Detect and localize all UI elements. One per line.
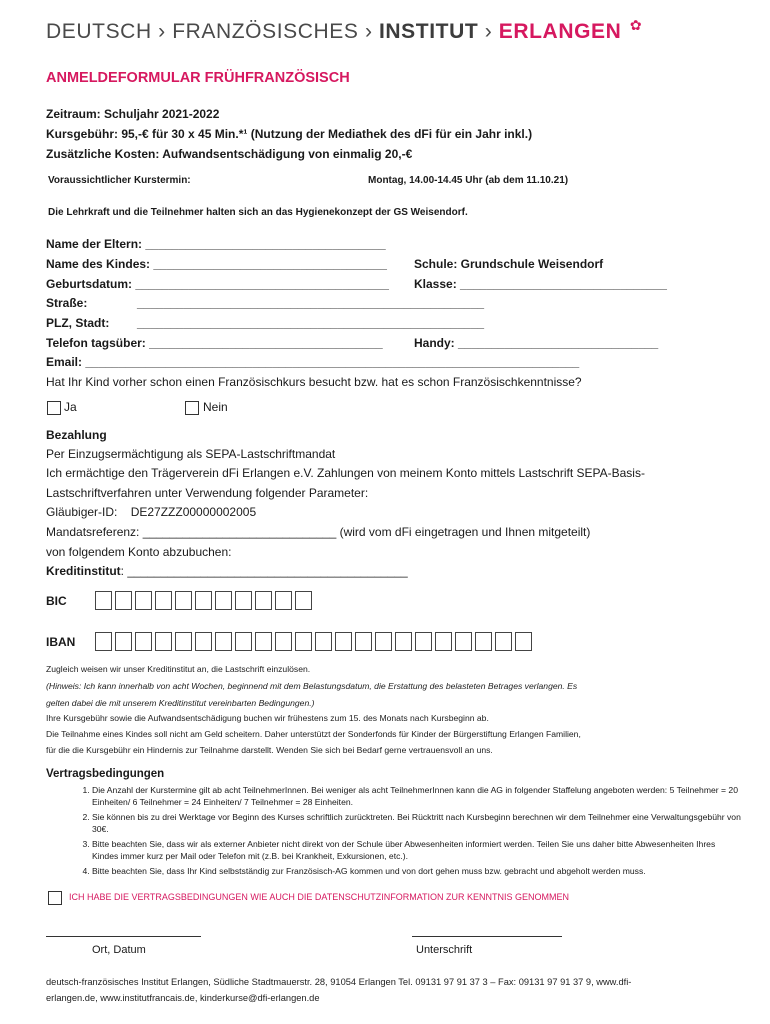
sepa-line1: Per Einzugsermächtigung als SEPA-Lastschriftmandat bbox=[46, 447, 336, 461]
logo-word-institut: INSTITUT bbox=[378, 20, 479, 43]
footer-line1: deutsch-französisches Institut Erlangen, Südliche Stadtmauerstr. 28, 91054 Erlangen Tel. 09131 97 91 37 3 – Fax: 09131 97 91 37 9, www.dfi- bbox=[46, 977, 632, 987]
character-cell[interactable] bbox=[315, 632, 332, 651]
kurstermin-label: Voraussichtlicher Kurstermin: bbox=[48, 175, 191, 186]
character-cell[interactable] bbox=[395, 632, 412, 651]
sepa-line3: Lastschriftverfahren unter Verwendung folgender Parameter: bbox=[46, 486, 369, 500]
character-cell[interactable] bbox=[195, 632, 212, 651]
logo-word-erlangen: ERLANGEN bbox=[498, 20, 622, 43]
term-item: 1. Die Anzahl der Kurstermine gilt ab acht TeilnehmerInnen. Bei weniger als acht TeilnehmerInnen kann die AG in folgender Staffelung angeboten werden: 5 Teilnehmer = 20 Einheiten/ 6 Teilnehmer = 24 Einheiten/ 7 Teilnehmer = 28 Einheiten. bbox=[92, 784, 742, 808]
character-cell[interactable] bbox=[495, 632, 512, 651]
term-item: 2. Sie können bis zu drei Werktage vor Beginn des Kurses schriftlich zurücktreten. Bei Rücktritt nach Kursbeginn berechnen wir dem Teilnehmer eine Verwaltungsgebühr von 30€. bbox=[92, 811, 742, 835]
character-cell[interactable] bbox=[175, 591, 192, 610]
unterschrift-line[interactable] bbox=[412, 936, 562, 937]
strasse-field[interactable]: ____________________________________________________ bbox=[137, 296, 485, 310]
kreditinstitut-field[interactable] bbox=[46, 564, 408, 578]
iban-input[interactable] bbox=[95, 632, 535, 651]
telefon-field[interactable]: Telefon tagsüber: ___________________________________ bbox=[46, 336, 383, 350]
kreditinstitut-label: Kreditinstitut bbox=[46, 564, 121, 578]
character-cell[interactable] bbox=[295, 632, 312, 651]
eltern-field[interactable]: Name der Eltern: ____________________________________ bbox=[46, 237, 386, 251]
note-line3: gelten dabei die mit unserem Kreditinstitut vereinbarten Bedingungen.) bbox=[46, 698, 315, 708]
character-cell[interactable] bbox=[435, 632, 452, 651]
iban-label: IBAN bbox=[46, 635, 76, 649]
character-cell[interactable] bbox=[235, 632, 252, 651]
character-cell[interactable] bbox=[215, 591, 232, 610]
character-cell[interactable] bbox=[515, 632, 532, 651]
konto-text: von folgendem Konto abzubuchen: bbox=[46, 545, 232, 559]
character-cell[interactable] bbox=[215, 632, 232, 651]
character-cell[interactable] bbox=[355, 632, 372, 651]
character-cell[interactable] bbox=[95, 632, 112, 651]
bic-label: BIC bbox=[46, 594, 67, 608]
kreditinstitut-line: : __________________________________________ bbox=[120, 564, 408, 578]
character-cell[interactable] bbox=[255, 591, 272, 610]
character-cell[interactable] bbox=[175, 632, 192, 651]
consent-label: ICH HABE DIE VERTRAGSBEDINGUNGEN WIE AUCH DIE DATENSCHUTZINFORMATION ZUR KENNTNIS GENOMMEN bbox=[69, 892, 570, 902]
email-field[interactable]: Email: __________________________________________________________________________ bbox=[46, 355, 580, 369]
note-line2: (Hinweis: Ich kann innerhalb von acht Wochen, beginnend mit dem Belastungsdatum, die Erstattung des belasteten Betrages verlangen. Es bbox=[46, 681, 578, 691]
bezahlung-heading: Bezahlung bbox=[46, 428, 107, 442]
kind-field[interactable]: Name des Kindes: ___________________________________ bbox=[46, 257, 387, 271]
plz-field[interactable]: ____________________________________________________ bbox=[137, 316, 485, 330]
glaeubiger-id: Gläubiger-ID: DE27ZZZ00000002005 bbox=[46, 505, 257, 519]
character-cell[interactable] bbox=[295, 591, 312, 610]
flower-icon: ✿ bbox=[629, 17, 643, 33]
kursgebuehr-text: Kursgebühr: 95,-€ für 30 x 45 Min.*¹ (Nutzung der Mediathek des dFi für ein Jahr inkl.) bbox=[46, 127, 533, 141]
mandatsreferenz-field: Mandatsreferenz: _____________________________ (wird vom dFi eingetragen und Ihnen mitgeteilt) bbox=[46, 525, 591, 539]
vorkenntnisse-question: Hat Ihr Kind vorher schon einen Französischkurs besucht bzw. hat es schon Französischkenntnisse? bbox=[46, 375, 582, 389]
nein-checkbox[interactable] bbox=[185, 401, 199, 415]
logo-separator: › bbox=[364, 20, 373, 43]
note-line1: Zugleich weisen wir unser Kreditinstitut an, die Lastschrift einzulösen. bbox=[46, 664, 311, 674]
schule-text: Schule: Grundschule Weisendorf bbox=[414, 257, 604, 271]
note-line4: Ihre Kursgebühr sowie die Aufwandsentschädigung buchen wir frühestens zum 15. des Monats nach Kursbeginn ab. bbox=[46, 713, 489, 723]
consent-checkbox[interactable] bbox=[48, 891, 62, 905]
logo-separator: › bbox=[484, 20, 493, 43]
klasse-field[interactable]: Klasse: _______________________________ bbox=[414, 277, 667, 291]
note-line5: Die Teilnahme eines Kindes soll nicht am Geld scheitern. Daher unterstützt der Sonderfonds für Kinder der Bürgerstiftung Erlangen Familien, bbox=[46, 729, 581, 739]
term-item: 4. Bitte beachten Sie, dass Ihr Kind selbstständig zur Französisch-AG kommen und von dort gehen muss bzw. gebracht und abgeholt werden muss. bbox=[92, 865, 742, 877]
sepa-line2: Ich ermächtige den Trägerverein dFi Erlangen e.V. Zahlungen von meinem Konto mittels Lastschrift SEPA-Basis- bbox=[46, 466, 645, 480]
strasse-label: Straße: bbox=[46, 296, 88, 310]
ort-datum-label: Ort, Datum bbox=[92, 944, 146, 956]
ja-label: Ja bbox=[64, 400, 77, 414]
institute-logo bbox=[46, 17, 643, 44]
character-cell[interactable] bbox=[115, 632, 132, 651]
hygiene-text: Die Lehrkraft und die Teilnehmer halten sich an das Hygienekonzept der GS Weisendorf. bbox=[48, 207, 468, 218]
plz-label: PLZ, Stadt: bbox=[46, 316, 110, 330]
note-line6: für die die Kursgebühr ein Hindernis zur Teilnahme darstellt. Wenden Sie sich bei Bedarf gerne vertrauensvoll an uns. bbox=[46, 745, 493, 755]
term-item: 3. Bitte beachten Sie, dass wir als externer Anbieter nicht direkt von der Schule über Abwesenheiten informiert werden. Teilen Sie uns daher bitte Abwesenheiten Ihres Kindes immer kurz per Mail oder Telefon mit (z.B. bei Krankheit, Exkursionen, etc.). bbox=[92, 838, 742, 862]
character-cell[interactable] bbox=[195, 591, 212, 610]
footer-line2: erlangen.de, www.institutfrancais.de, kinderkurse@dfi-erlangen.de bbox=[46, 993, 320, 1003]
character-cell[interactable] bbox=[115, 591, 132, 610]
character-cell[interactable] bbox=[155, 632, 172, 651]
character-cell[interactable] bbox=[135, 632, 152, 651]
page-title: ANMELDEFORMULAR FRÜHFRANZÖSISCH bbox=[46, 70, 350, 86]
logo-separator: › bbox=[158, 20, 166, 43]
ja-checkbox[interactable] bbox=[47, 401, 61, 415]
character-cell[interactable] bbox=[255, 632, 272, 651]
character-cell[interactable] bbox=[95, 591, 112, 610]
kurstermin-value: Montag, 14.00-14.45 Uhr (ab dem 11.10.21) bbox=[368, 175, 569, 186]
logo-word-franzoesisches: FRANZÖSISCHES bbox=[172, 20, 359, 43]
terms-list bbox=[68, 784, 742, 880]
character-cell[interactable] bbox=[235, 591, 252, 610]
character-cell[interactable] bbox=[155, 591, 172, 610]
character-cell[interactable] bbox=[275, 591, 292, 610]
vertragsbedingungen-heading: Vertragsbedingungen bbox=[46, 768, 165, 780]
ort-datum-line[interactable] bbox=[46, 936, 201, 937]
logo-word-deutsch: DEUTSCH bbox=[46, 20, 152, 43]
character-cell[interactable] bbox=[415, 632, 432, 651]
nein-label: Nein bbox=[203, 400, 228, 414]
handy-field[interactable]: Handy: ______________________________ bbox=[414, 336, 659, 350]
zeitraum-text: Zeitraum: Schuljahr 2021-2022 bbox=[46, 107, 220, 121]
unterschrift-label: Unterschrift bbox=[416, 944, 473, 956]
character-cell[interactable] bbox=[455, 632, 472, 651]
character-cell[interactable] bbox=[275, 632, 292, 651]
character-cell[interactable] bbox=[375, 632, 392, 651]
bic-input[interactable] bbox=[95, 591, 315, 610]
kosten-text: Zusätzliche Kosten: Aufwandsentschädigung von einmalig 20,-€ bbox=[46, 147, 413, 161]
character-cell[interactable] bbox=[335, 632, 352, 651]
character-cell[interactable] bbox=[475, 632, 492, 651]
character-cell[interactable] bbox=[135, 591, 152, 610]
geburtsdatum-field[interactable]: Geburtsdatum: ______________________________________ bbox=[46, 277, 389, 291]
